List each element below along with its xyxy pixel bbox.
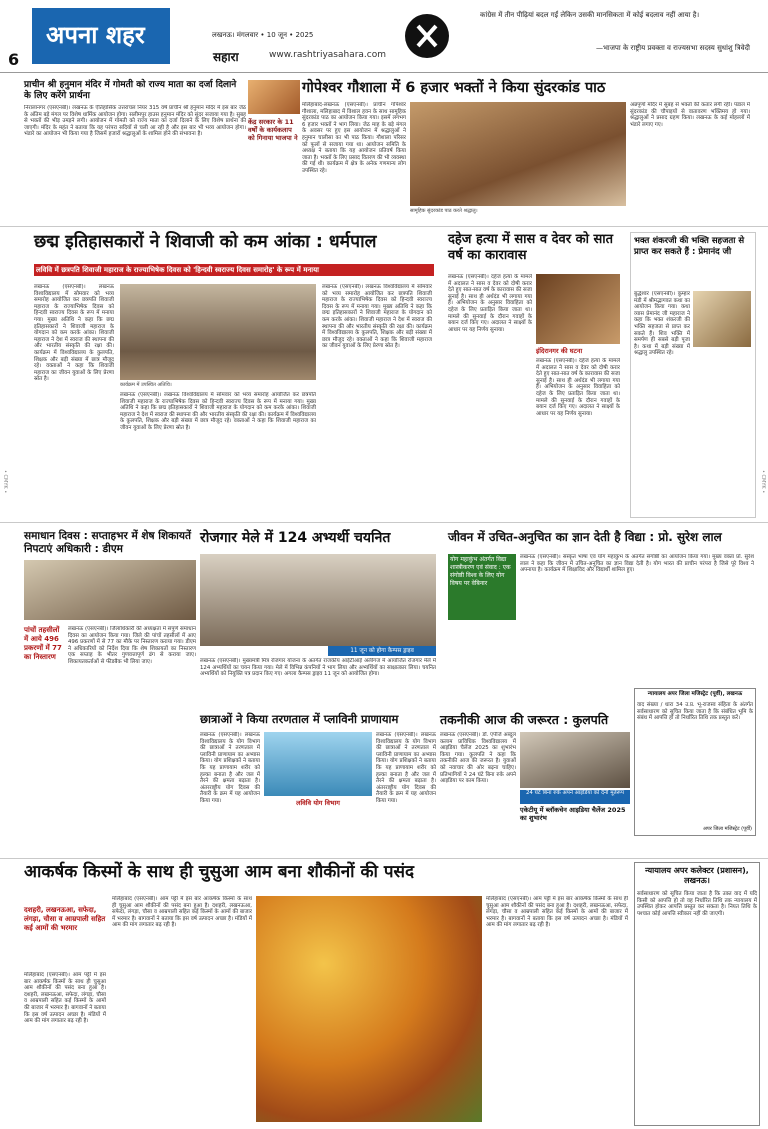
story-shivaji <box>34 232 432 516</box>
header-quote-by: —भाजपा के राष्ट्रीय प्रवक्ता व राज्यसभा सदस्य सुधांशु त्रिवेदी <box>596 44 750 52</box>
story-side: योग महाकुंभ अंतर्गत विद्या शास्त्रीकरण एवं संवाद : एक संगोष्ठी विश्व के लिए योग विषय पर वेबिनार <box>448 554 516 620</box>
story-headline: जीवन में उचित-अनुचित का ज्ञान देती है विद्या : प्रो. सुरेश लाल <box>448 530 722 544</box>
story-rozgar <box>200 530 436 706</box>
notice-adm-east <box>634 688 756 836</box>
story-dowry <box>448 232 620 516</box>
notice-adc <box>634 862 760 1126</box>
story-headline: समाधान दिवस : सप्ताहभर में शेष शिकायतें निपटाएं अधिकारी : डीएम <box>24 530 191 555</box>
photo-caption: कार्यक्रम में उपस्थित अतिथि। <box>120 382 172 388</box>
bjp-sidebar <box>248 80 300 218</box>
story-headline: छद्म इतिहासकारों ने शिवाजी को कम आंका : धर्मपाल <box>34 232 377 252</box>
x-logo-icon <box>405 14 449 58</box>
story-badge: 24 घंटे बिना रुके अपने आइडिया को दैनी मूर्तरूप <box>520 790 630 804</box>
story-body: मलिहाबाद (एसएनबी)। आम पट्टी में इस बार आकर्षक किस्मों के साथ ही चुसुआ आम शौकीनों की पसंद बना हुआ है। दशहरी, लखनऊआ, सफेदा, लंगड़ा, चौसा व आम्रपाली सहित कई किस्मों के आमों की बाजार में भरमार है। बागवानों ने बताया कि इस वर्ष उत्पादन अच्छा है। मंडियों में आम की मांग लगातार बढ़ रही है। <box>24 972 106 1025</box>
story-body-2: लखनऊ (एसएनबी)। दहेज हत्या के मामले में अदालत ने सास व देवर को दोषी करार देते हुए सात-सात वर्ष के कारावास की सजा सुनाई है। साथ ही अर्थदंड भी लगाया गया है। अभियोजन के अनुसार विवाहिता को दहेज के लिए प्रताड़ित किया जाता था। मामले की सुनवाई के दौरान गवाहों के बयान दर्ज किए गए। अदालत ने साक्ष्यों के आधार पर यह निर्णय सुनाया। <box>536 358 620 417</box>
story-body-right: लखनऊ (एसएनबी)। लखनऊ विश्वविद्यालय में सोमवार को भव्य समारोह आयोजित कर छत्रपति शिवाजी महाराज के राज्याभिषेक दिवस को हिन्दवी स्वराज्य दिवस के रूप में मनाया गया। मुख्य अतिथि ने कहा कि छद्म इतिहासकारों ने शिवाजी महाराज के योगदान को कम करके आंका। शिवाजी महाराज ने देश में स्वराज की स्थापना की और भारतीय संस्कृति की रक्षा की। कार्यक्रम में विश्वविद्यालय के कुलपति, शिक्षक और बड़ी संख्या में छात्र मौजूद रहे। वक्ताओं ने कहा कि शिवाजी महाराज का जीवन युवाओं के लिए प्रेरणा स्रोत है। <box>322 284 432 350</box>
header <box>0 0 768 70</box>
story-photo <box>200 554 436 646</box>
story-vidya <box>448 530 754 706</box>
story-headline: गोपेश्वर गौशाला में 6 हजार भक्तों ने किया सुंदरकांड पाठ <box>302 80 606 96</box>
story-body: लखनऊ (एसएनबी)। डॉ. एपीजे अब्दुल कलाम प्राविधिक विश्वविद्यालय में आइडिया चैलेंज 2025 का शुभारंभ किया गया। कुलपति ने कहा कि तकनीकी आज की जरूरत है। युवाओं को नवाचार की ओर बढ़ना चाहिए। प्रतिभागियों ने 24 घंटे बिना रुके अपने आइडिया पर काम किया। <box>440 732 516 785</box>
story-headline: प्राचीन श्री हनुमान मंदिर में गोमती को राज्य माता का दर्जा दिलाने के लिए करेंगे प्रार्थना <box>24 80 237 101</box>
pool-photo <box>264 732 372 796</box>
story-headline: आकर्षक किस्मों के साथ ही चुसुआ आम बना शौकीनों की पसंद <box>24 862 415 882</box>
story-headline: भक्त शंकरजी की भक्ति सहजता से प्राप्त कर सकते हैं : प्रेमानंद जी <box>634 236 745 257</box>
story-badge: 11 जून को होगा कैम्पस ड्राइव <box>328 646 436 656</box>
paper-name: सहारा <box>213 50 239 64</box>
sidebar-headline: केंद्र सरकार के 11 वर्षों के कार्यकलाप को गिनाया भाजपा ने <box>248 118 298 142</box>
story-body-2: मलिहाबाद (एसएनबी)। आम पट्टी में इस बार आकर्षक किस्मों के साथ ही चुसुआ आम शौकीनों की पसंद बना हुआ है। दशहरी, लखनऊआ, सफेदा, लंगड़ा, चौसा व आम्रपाली सहित कई किस्मों के आमों की बाजार में भरमार है। बागवानों ने बताया कि इस वर्ष उत्पादन अच्छा है। मंडियों में आम की मांग लगातार बढ़ रही है। <box>112 896 252 929</box>
story-body: लखनऊ (एसएनबी)। संस्कृत भाषा एवं योग महाकुंभ के अंतर्गत संगोष्ठी का आयोजन किया गया। मुख्य वक्ता प्रो. सुरेश लाल ने कहा कि जीवन में उचित-अनुचित का ज्ञान विद्या देती है। योग भारत की प्राचीन परंपरा है जिसे पूरे विश्व ने अपनाया है। कार्यक्रम में शिक्षाविद और विद्यार्थी शामिल हुए। <box>520 554 754 574</box>
story-body: निरालानगर (एसएनबी)। लखनऊ के ऐतिहासिक उत्तरांचल नियर 315 वर्ष प्राचीन श्री हनुमान मंदिर में इस बार जेठ के अंतिम बड़े मंगल पर विशेष धार्मिक आयोजन होगा। सलीमपुर हाउस हनुमान मंदिर को सुंदर सजाया गया है। सुबह से भक्तों की भीड़ उमड़ने लगी। आयोजन में गोमती को राज्य माता का दर्जा दिलाने के लिए विशेष प्रार्थना की जाएगी। मंदिर के महंत ने बताया कि यह परंपरा सदियों से चली आ रही है और इस बार भी भव्य आयोजन होगा। भंडारे का आयोजन भी किया गया है जिसमें हजारों श्रद्धालुओं के शामिल होने की संभावना है। <box>24 105 246 138</box>
city-date: लखनऊ। मंगलवार • 10 जून • 2025 <box>212 31 314 39</box>
story-body-2: लखनऊ (एसएनबी)। लखनऊ विश्वविद्यालय के योग विभाग की छात्राओं ने तरणताल में प्लाविनी प्राणायाम का अभ्यास किया। योग प्रशिक्षकों ने बताया कि यह प्राणायाम शरीर को हल्का बनाता है और जल में तैरने की क्षमता बढ़ाता है। अंतरराष्ट्रीय योग दिवस की तैयारी के क्रम में यह आयोजन किया गया। <box>376 732 436 804</box>
story-premanand <box>630 232 756 518</box>
notice-body: वाद संख्या / धारा 34 उ.प्र. भू-राजस्व संहिता के अंतर्गत सर्वसाधारण को सूचित किया जाता है कि संबंधित भूमि के संबंध में आपत्ति हो तो निर्धारित तिथि तक प्रस्तुत करें। <box>637 702 753 722</box>
registration-mark-left: • CMYK • <box>2 470 8 494</box>
story-body: लखनऊ (एसएनबी)। मुख्यमंत्री मित्र रोजगार योजना के अंतर्गत राजकीय आईटीआई अलीगंज में आयोजित रोजगार मेले में 124 अभ्यर्थियों का चयन किया गया। मेले में विभिन्न कंपनियों ने भाग लिया और अभ्यर्थियों का साक्षात्कार लिया। चयनित अभ्यर्थियों को नियुक्ति पत्र प्रदान किए गए। अगला कैम्पस ड्राइव 11 जून को आयोजित होगा। <box>200 658 436 678</box>
story-headline: रोजगार मेले में 124 अभ्यर्थी चयनित <box>200 530 391 546</box>
site-url: www.rashtriyasahara.com <box>269 50 387 60</box>
story-photo <box>520 732 630 788</box>
story-plavini <box>200 712 436 852</box>
notice-head: न्यायालय अपर कलेक्टर (प्रशासन), लखनऊ। <box>645 866 749 885</box>
story-hanuman-mandir <box>24 80 246 222</box>
story-side: एकेटीयू में ब्लॉकचेन आइडिया चैलेंज 2025 का शुभारंभ <box>520 806 626 822</box>
story-tag: इंदिरानगर की घटना <box>536 347 583 355</box>
story-headline: तकनीकी आज की जरूरत : कुलपति <box>440 712 609 727</box>
story-photo <box>410 102 626 206</box>
page-number: 6 <box>8 50 20 69</box>
story-tag: लविवि योग विभाग <box>296 799 340 807</box>
notice-sign: अपर जिला मजिस्ट्रेट (पूर्वी) <box>703 826 752 832</box>
registration-mark-right: • CMYK • <box>760 470 766 494</box>
notice-body: सर्वसाधारण को सूचित किया जाता है कि उक्त वाद में यदि किसी को आपत्ति हो तो वह निर्धारित तिथि तक न्यायालय में उपस्थित होकर आपत्ति प्रस्तुत कर सकता है। नियत तिथि के पश्चात कोई आपत्ति स्वीकार नहीं की जाएगी। <box>637 891 757 917</box>
story-gopeshwar <box>302 80 750 220</box>
brand-title: अपना शहर <box>46 21 145 49</box>
story-body: लखनऊ (एसएनबी)। लखनऊ विश्वविद्यालय में सोमवार को भव्य समारोह आयोजित कर छत्रपति शिवाजी महाराज के राज्याभिषेक दिवस को हिन्दवी स्वराज्य दिवस के रूप में मनाया गया। मुख्य अतिथि ने कहा कि छद्म इतिहासकारों ने शिवाजी महाराज के योगदान को कम करके आंका। शिवाजी महाराज ने देश में स्वराज की स्थापना की और भारतीय संस्कृति की रक्षा की। कार्यक्रम में विश्वविद्यालय के कुलपति, शिक्षक और बड़ी संख्या में छात्र मौजूद रहे। वक्ताओं ने कहा कि शिवाजी महाराज का जीवन युवाओं के लिए प्रेरणा स्रोत है। <box>34 284 114 383</box>
story-headline: दहेज हत्या में सास व देवर को सात वर्ष का कारावास <box>448 232 614 263</box>
gavel-photo <box>536 274 620 344</box>
story-side: दशहरी, लखनऊआ, सफेदा, लंगड़ा, चौसा व आम्रपाली सहित कई आमों की भरमार <box>24 906 106 932</box>
mango-photo <box>256 896 482 1122</box>
story-body-3: मलिहाबाद (एसएनबी)। आम पट्टी में इस बार आकर्षक किस्मों के साथ ही चुसुआ आम शौकीनों की पसंद बना हुआ है। दशहरी, लखनऊआ, सफेदा, लंगड़ा, चौसा व आम्रपाली सहित कई किस्मों के आमों की बाजार में भरमार है। बागवानों ने बताया कि इस वर्ष उत्पादन अच्छा है। मंडियों में आम की मांग लगातार बढ़ रही है। <box>486 896 628 929</box>
story-body: लखनऊ (एसएनबी)। लखनऊ विश्वविद्यालय के योग विभाग की छात्राओं ने तरणताल में प्लाविनी प्राणायाम का अभ्यास किया। योग प्रशिक्षकों ने बताया कि यह प्राणायाम शरीर को हल्का बनाता है और जल में तैरने की क्षमता बढ़ाता है। अंतरराष्ट्रीय योग दिवस की तैयारी के क्रम में यह आयोजन किया गया। <box>200 732 260 804</box>
story-body-2: अन्नपूर्णा मंदिर में सुबह से भक्तों की कतार लगी रही। पंडाल में सुंदरकांड की चौपाइयों से वातावरण भक्तिमय हो गया। श्रद्धालुओं ने प्रसाद ग्रहण किया। लखनऊ के कई मोहल्लों में भंडारे लगाए गए। <box>630 102 750 128</box>
story-body: बुद्धेश्वर (एसएनबी)। कुम्हार मंडी में श्रीमद्भागवत कथा का आयोजन किया गया। कथा व्यास प्रेमानंद जी महाराज ने कहा कि भक्त शंकरजी की भक्ति सहजता से प्राप्त कर सकते हैं। शिव भक्ति में समर्पण ही सबसे बड़ी पूजा है। कथा में बड़ी संख्या में श्रद्धालु उपस्थित रहे। <box>634 291 690 357</box>
story-mango <box>24 862 628 1124</box>
story-body-cont: लखनऊ (एसएनबी)। लखनऊ विश्वविद्यालय में सोमवार को भव्य समारोह आयोजित कर छत्रपति शिवाजी महाराज के राज्याभिषेक दिवस को हिन्दवी स्वराज्य दिवस के रूप में मनाया गया। मुख्य अतिथि ने कहा कि छद्म इतिहासकारों ने शिवाजी महाराज के योगदान को कम करके आंका। शिवाजी महाराज ने देश में स्वराज की स्थापना की और भारतीय संस्कृति की रक्षा की। कार्यक्रम में विश्वविद्यालय के कुलपति, शिक्षक और बड़ी संख्या में छात्र मौजूद रहे। वक्ताओं ने कहा कि शिवाजी महाराज का जीवन युवाओं के लिए प्रेरणा स्रोत है। <box>120 392 316 431</box>
story-headline: छात्राओं ने किया तरणताल में प्लाविनी प्राणायाम <box>200 712 399 726</box>
story-aktu <box>440 712 630 852</box>
header-quote: कांग्रेस में तीन पीढ़ियां बदल गईं लेकिन उसकी मानसिकता में कोई बदलाव नहीं आया है। <box>480 11 700 19</box>
story-photo <box>693 291 751 347</box>
story-strap: लविवि में छत्रपति शिवाजी महाराज के राज्याभिषेक दिवस को 'हिन्दवी स्वराज्य दिवस समारोह' के रूप में मनाया <box>34 264 434 276</box>
sidebar-photo <box>248 80 300 114</box>
story-samadhan <box>24 530 196 802</box>
notice-head: न्यायालय अपर जिला मजिस्ट्रेट (पूर्वी), लखनऊ <box>647 691 743 697</box>
story-body: लखनऊ (एसएनबी)। जिलाधिकारी की अध्यक्षता में संपूर्ण समाधान दिवस का आयोजन किया गया। जिले की पांचों तहसीलों में आए 496 प्रकरणों में से 77 का मौके पर निस्तारण कराया गया। डीएम ने अधिकारियों को निर्देश दिया कि शेष शिकायतों का निस्तारण एक सप्ताह के भीतर गुणवत्तापूर्ण ढंग से कराया जाए। शिकायतकर्ताओं से फीडबैक भी लिया जाए। <box>68 626 196 665</box>
story-side: पांचों तहसीलों में आये 496 प्रकरणों में 77 का निस्तारण <box>24 626 62 661</box>
story-photo <box>120 284 316 380</box>
story-body: मलिहाबाद-लखनऊ (एसएनबी)। प्राचीन गोपेश्वर गौशाला, मलिहाबाद में विशाल हवन के साथ सामूहिक सुंदरकांड पाठ का आयोजन किया गया। इसमें लगभग 6 हजार भक्तों ने भाग लिया। जेठ माह के बड़े मंगल के अवसर पर हुए इस आयोजन में श्रद्धालुओं ने हनुमान चालीसा का भी पाठ किया। गौशाला परिसर को फूलों से सजाया गया था। आयोजन समिति के अध्यक्ष ने बताया कि यह आयोजन प्रतिवर्ष किया जाता है। भक्तों के लिए प्रसाद वितरण की भी व्यवस्था की गई थी। कार्यक्रम में क्षेत्र के अनेक गणमान्य लोग उपस्थित रहे। <box>302 102 406 174</box>
section-brand <box>32 8 170 64</box>
story-photo <box>24 560 196 620</box>
story-body: लखनऊ (एसएनबी)। दहेज हत्या के मामले में अदालत ने सास व देवर को दोषी करार देते हुए सात-सात वर्ष के कारावास की सजा सुनाई है। साथ ही अर्थदंड भी लगाया गया है। अभियोजन के अनुसार विवाहिता को दहेज के लिए प्रताड़ित किया जाता था। मामले की सुनवाई के दौरान गवाहों के बयान दर्ज किए गए। अदालत ने साक्ष्यों के आधार पर यह निर्णय सुनाया। <box>448 274 532 333</box>
photo-caption: सामूहिक सुंदरकांड पाठ करते श्रद्धालु। <box>410 208 478 214</box>
